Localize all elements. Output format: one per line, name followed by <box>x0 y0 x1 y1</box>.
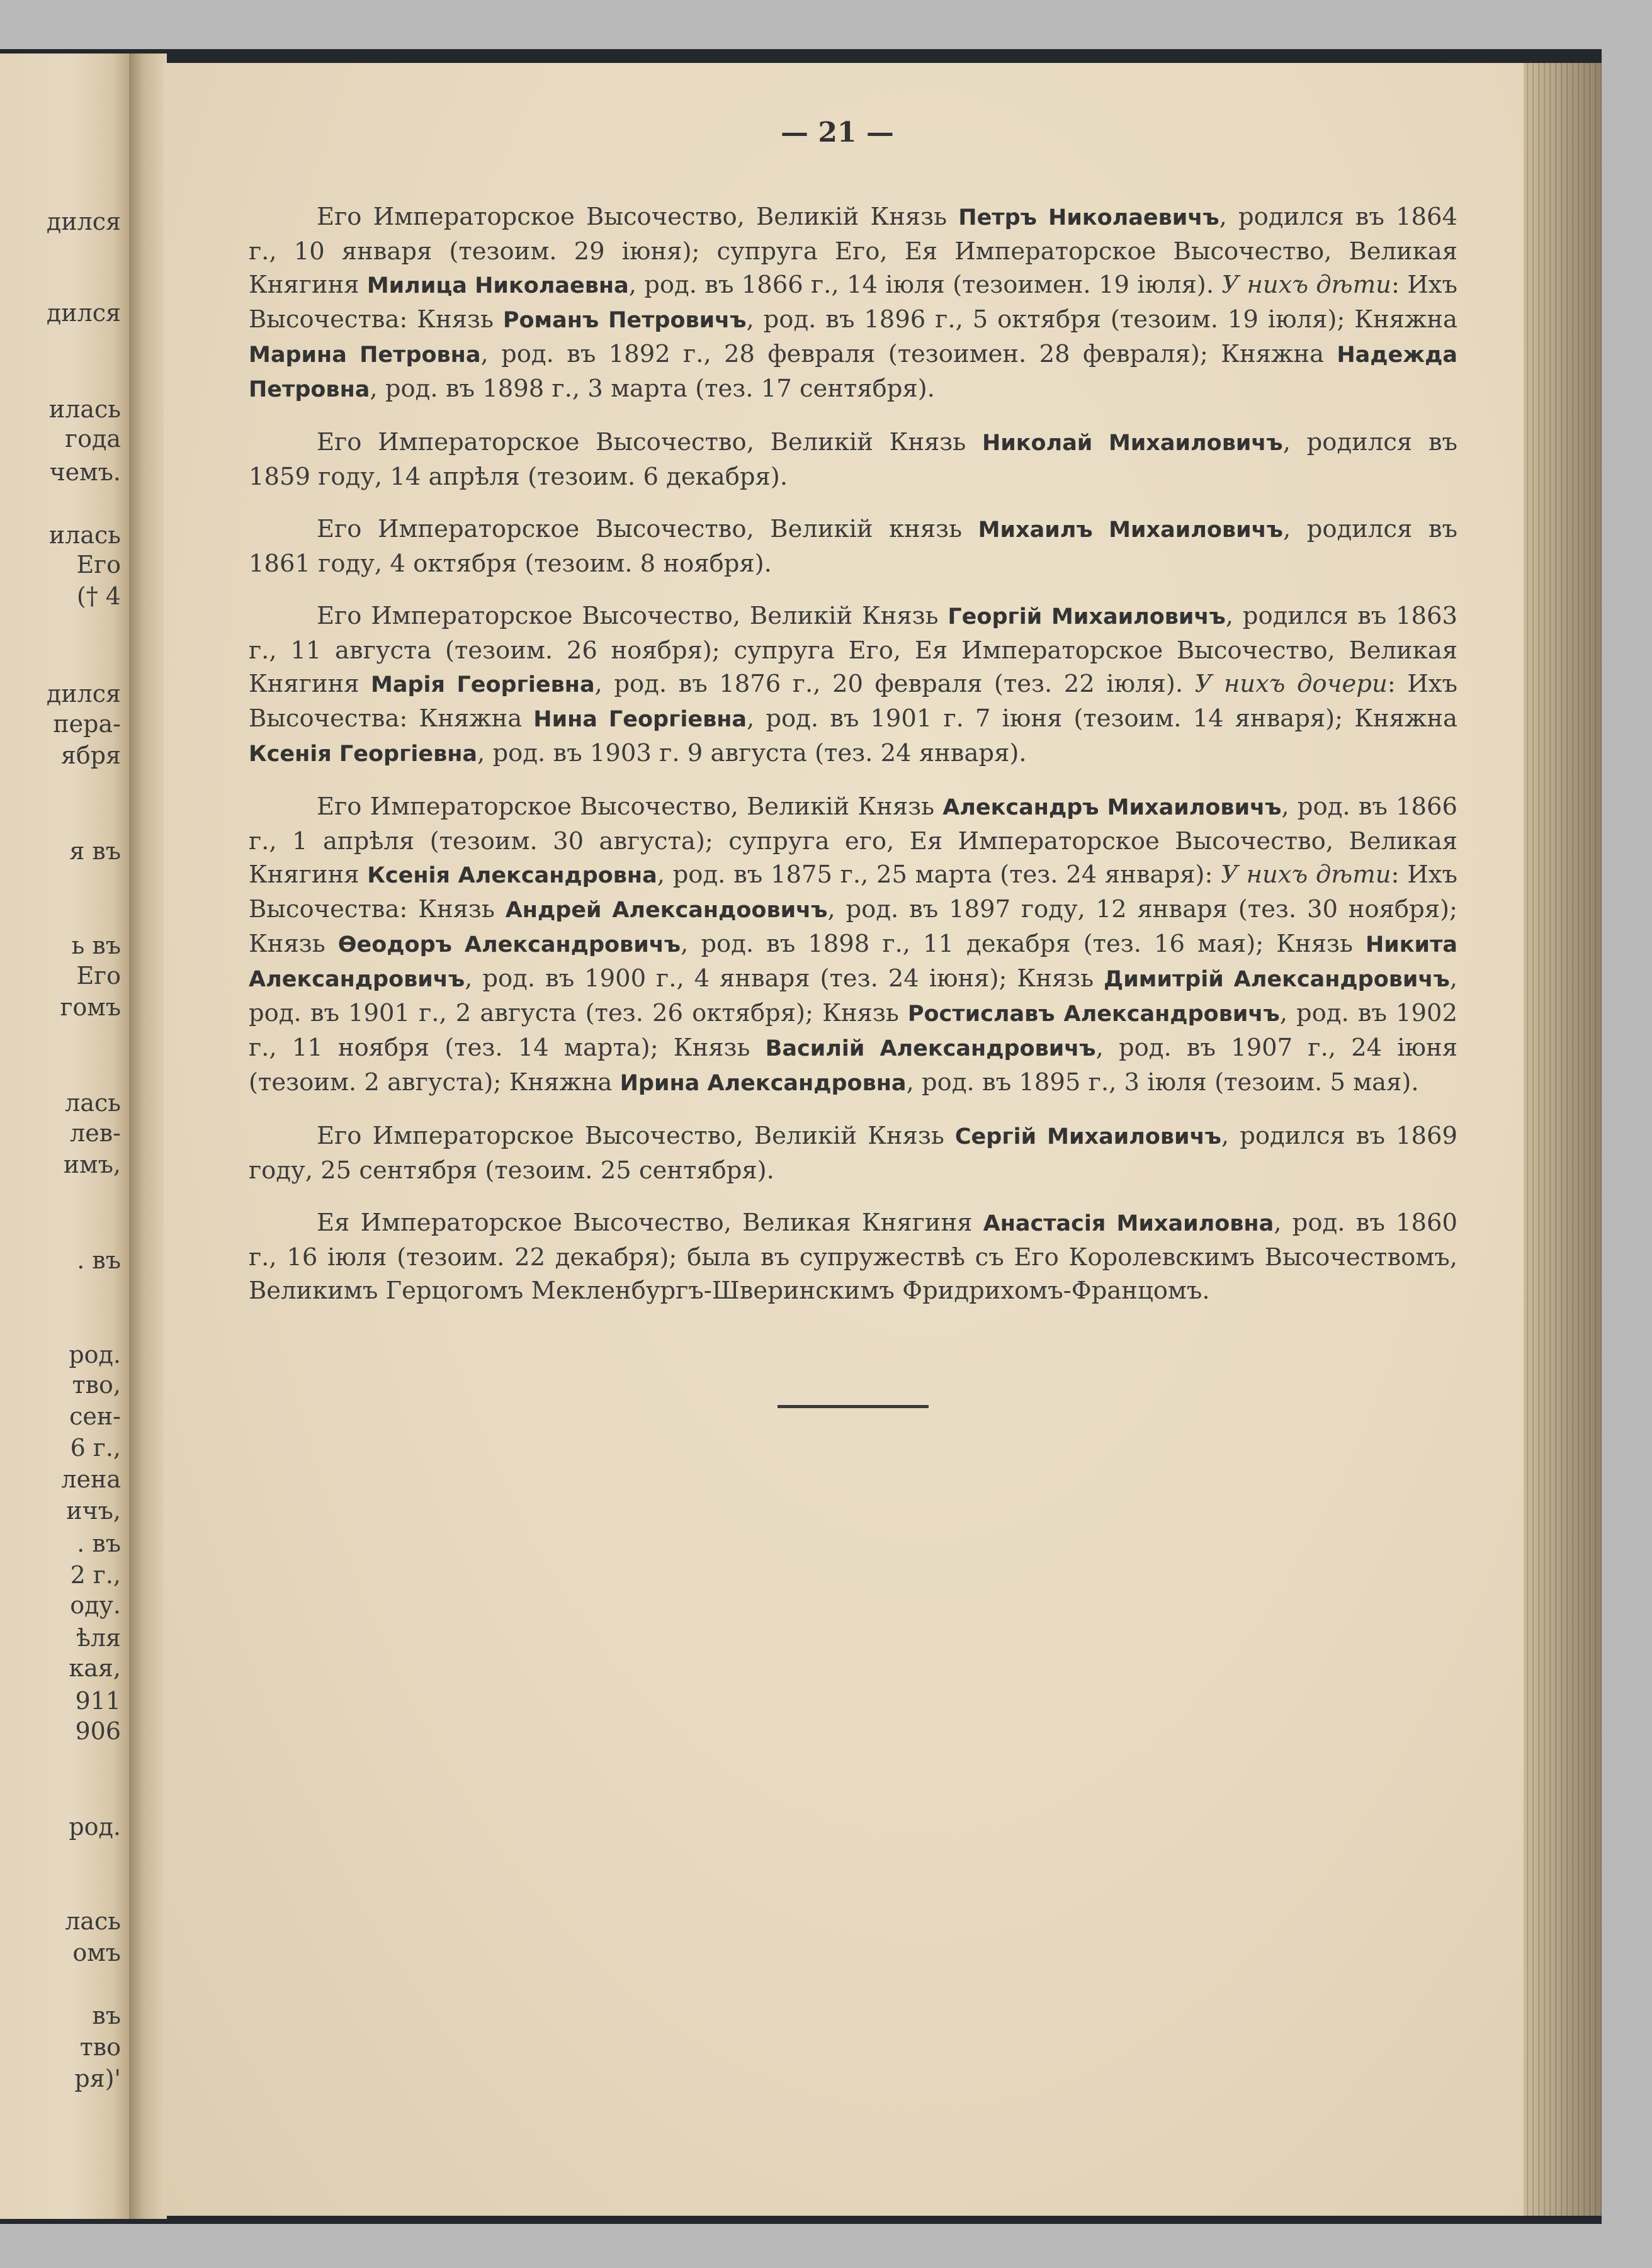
left-page-fragment: тво, <box>72 1371 121 1399</box>
left-page <box>0 54 132 2219</box>
left-page-fragment: Его <box>76 551 121 578</box>
paragraph-nikolai-mikhailovich: Его Императорское Высочество, Великій Князь Николай Михаиловичъ, родился въ 1859 году, 14 апрѣля (тезоим. 6 декабря). <box>249 428 1457 491</box>
left-page-fragment: пера- <box>53 710 121 738</box>
left-page-fragment: сен- <box>69 1402 121 1430</box>
page-edges-shadow <box>1524 63 1602 2216</box>
left-page-fragment: омъ <box>72 1939 121 1966</box>
left-page-fragment: род. <box>69 1813 121 1841</box>
left-page-fragment: лась <box>65 1907 121 1935</box>
left-page-fragment: лев- <box>70 1119 121 1147</box>
left-page-fragment: лена <box>61 1465 121 1493</box>
left-page-fragment: дился <box>46 680 121 708</box>
left-page-fragment: я въ <box>69 837 121 865</box>
paragraph-aleksandr-mikhailovich: Его Императорское Высочество, Великій Князь Александръ Михаиловичъ, род. въ 1866 г., 1 апрѣля (тезоим. 30 августа); супруга его, Ея Императорское Высочество, Великая Княгиня Ксенія Александровна, род. въ 1875 г., 25 марта (тез. 24 января): У нихъ дѣти: Ихъ Высочества: Князь Андрей Александоовичъ, род. въ 1897 году, 12 января (тез. 30 ноября); Князь Өеодоръ Александровичъ, род. въ 1898 г., 11 декабря (тез. 16 мая); Князь Никита Александровичъ, род. въ 1900 г., 4 января (тез. 24 іюня); Князь Димитрій Александровичъ, род. въ 1901 г., 2 августа (тез. 26 октября); Князь Ростиславъ Александровичъ, род. въ 1902 г., 11 ноября (тез. 14 марта); Князь Василій Александровичъ, род. въ 1907 г., 24 іюня (тезоим. 2 августа); Княжна Ирина Александровна, род. въ 1895 г., 3 іюля (тезоим. 5 мая). <box>249 793 1458 1097</box>
left-page-fragment: 911 <box>75 1687 121 1715</box>
left-page-fragment: 906 <box>75 1717 121 1745</box>
end-rule <box>778 1405 929 1408</box>
left-page-fragment: имъ, <box>63 1151 121 1178</box>
paragraph-mikhail-mikhailovich: Его Императорское Высочество, Великій князь Михаилъ Михаиловичъ, родился въ 1861 году, 4 октября (тезоим. 8 ноября). <box>249 515 1457 578</box>
left-page-fragment: ь въ <box>71 932 121 959</box>
left-page-fragment: 6 г., <box>70 1434 121 1462</box>
left-page-fragment: илась <box>48 521 121 549</box>
left-page-fragment: года <box>65 425 121 453</box>
left-page-fragment: († 4 <box>76 582 121 610</box>
left-page-fragment: илась <box>48 395 121 423</box>
left-page-fragment: чемъ. <box>49 458 121 486</box>
left-page-fragment: ября <box>60 742 121 769</box>
paragraph-petr-nikolaevich: Его Императорское Высочество, Великій Князь Петръ Николаевичъ, родился въ 1864 г., 10 января (тезоим. 29 іюня); супруга Его, Ея Императорское Высочество, Великая Княгиня Милица Николаевна, род. въ 1866 г., 14 іюля (тезоимен. 19 іюля). У нихъ дѣти: Ихъ Высочества: Князь Романъ Петровичъ, род. въ 1896 г., 5 октября (тезоим. 19 іюля); Княжна Марина Петровна, род. въ 1892 г., 28 февраля (тезоимен. 28 февраля); Княжна Надежда Петровна, род. въ 1898 г., 3 марта (тез. 17 сентября). <box>249 203 1458 403</box>
left-page-fragment: кая, <box>69 1654 121 1682</box>
left-page-fragment: 2 г., <box>70 1561 121 1589</box>
paragraph-anastasia-mikhailovna: Ея Императорское Высочество, Великая Княгиня Анастасія Михаиловна, род. въ 1860 г., 16 іюля (тезоим. 22 декабря); была въ супружествѣ съ Его Королевскимъ Высочествомъ, Великимъ Герцогомъ Мекленбургъ-Шверинскимъ Фридрихомъ-Францомъ. <box>249 1209 1458 1305</box>
book-gutter <box>129 54 167 2219</box>
main-text <box>249 200 1457 1326</box>
left-page-fragment: ря)' <box>74 2065 121 2092</box>
left-page-fragment: лась <box>65 1089 121 1117</box>
left-page-fragment: Его <box>76 962 121 990</box>
left-page-fragment: ѣля <box>76 1624 121 1652</box>
left-page-fragment: дился <box>46 208 121 235</box>
left-page-fragment: гомъ <box>60 993 121 1021</box>
left-page-fragment: ичъ, <box>66 1497 121 1525</box>
paragraph-georgii-mikhailovich: Его Императорское Высочество, Великій Князь Георгій Михаиловичъ, родился въ 1863 г., 11 августа (тезоим. 26 ноября); супруга Его, Ея Императорское Высочество, Великая Княгиня Марія Георгіевна, род. въ 1876 г., 20 февраля (тез. 22 іюля). У нихъ дочери: Ихъ Высочества: Княжна Нина Георгіевна, род. въ 1901 г. 7 іюня (тезоим. 14 января); Княжна Ксенія Георгіевна, род. въ 1903 г. 9 августа (тез. 24 января). <box>249 602 1458 767</box>
left-page-fragment: род. <box>69 1341 121 1368</box>
left-page-fragment: . въ <box>77 1246 121 1274</box>
page-number: — 21 — <box>781 116 894 149</box>
left-page-fragment: въ <box>92 2002 121 2029</box>
paragraph-sergii-mikhailovich: Его Императорское Высочество, Великій Князь Сергій Михаиловичъ, родился въ 1869 году, 25 сентября (тезоим. 25 сентября). <box>249 1122 1457 1185</box>
left-page-fragment: дился <box>46 299 121 327</box>
left-page-fragment: оду. <box>70 1591 121 1619</box>
left-page-fragment: тво <box>79 2033 121 2061</box>
left-page-fragment: . въ <box>77 1530 121 1557</box>
